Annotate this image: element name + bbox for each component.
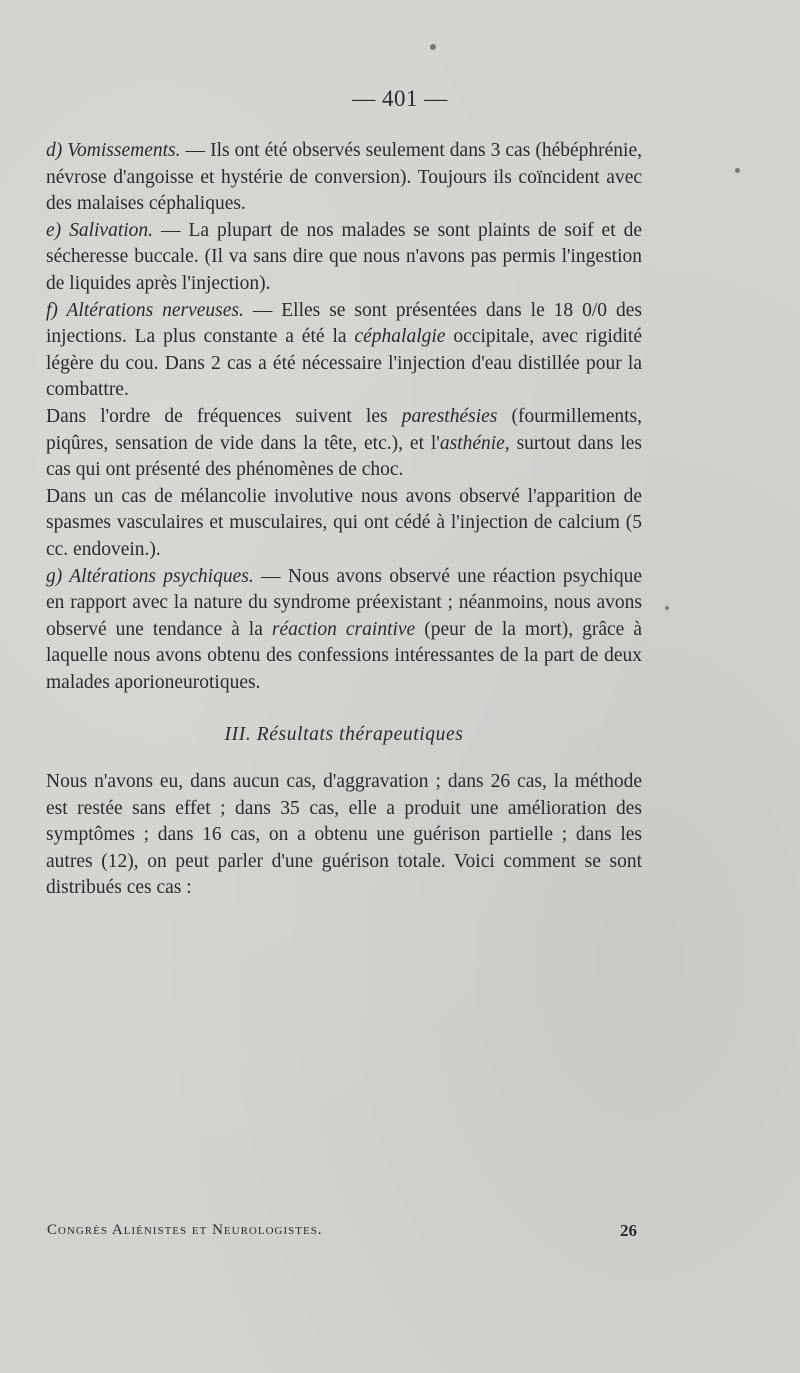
emphasis-reaction-craintive: réaction craintive [271,618,416,640]
paragraph-vomissements [46,138,642,218]
paragraph-text: surtout dans les cas qui ont présenté des phénomènes de choc. [46,432,642,481]
item-label-salivation: e) Salivation. [46,219,154,241]
footer-sheet-number: 26 [620,1221,637,1240]
paragraph-text: — Elles se sont présentées dans le 18 0/0 des injections. La plus constante a été la [46,299,642,348]
scan-speck [665,606,669,610]
paragraph-paresthesies [46,404,642,484]
section-heading: III. Résultats thérapeutiques [224,724,464,746]
paragraph-text: (peur de la mort), grâce à laquelle nous avons obtenu des confessions intéressantes de la part de deux malades aporioneurotiques. [46,618,642,693]
paragraph-text: Dans un cas de mélancolie involutive nous avons observé l'apparition de spasmes vasculaires et musculaires, qui ont cédé à l'injection de calcium (5 cc. endovein.). [46,485,642,560]
emphasis-cephalalgie: céphalalgie [354,326,446,348]
paragraph-alterations-psychiques [46,564,642,697]
paragraph-text: — Nous avons observé une réaction psychique en rapport avec la nature du syndrome préexistant ; néanmoins, nous avons observé une tendance à la [46,565,642,640]
item-label-vomissements: d) Vomissements. [46,140,181,161]
item-label-alterations-psychiques: g) Altérations psychiques. [46,565,254,587]
paragraph-text: — Ils ont été observés seulement dans 3 cas (hébéphrénie, névrose d'angoisse et hystérie de conversion). Toujours ils coïncident avec des malaises céphaliques. [46,140,642,215]
page-number: — 401 — [352,86,448,111]
paragraph-resultats [46,769,642,902]
emphasis-paresthesies: paresthésies [401,405,498,427]
paragraph-text: — La plupart de nos malades se sont plaints de soif et de sécheresse buccale. (Il va sans dire que nous n'avons pas permis l'ingestion de liquides après l'injection). [46,219,642,294]
paragraph-text: Nous n'avons eu, dans aucun cas, d'aggravation ; dans 26 cas, la méthode est restée sans effet ; dans 35 cas, elle a produit une amélioration des symptômes ; dans 16 cas, on a obtenu une guérison partielle ; dans les autres (12), on peut parler d'une guérison totale. Voici comment se sont distribués ces cas : [46,771,642,899]
paragraph-text: (fourmillements, piqûres, sensation de vide dans la tête, etc.), et l' [46,405,642,454]
paragraph-text: occipitale, avec rigidité légère du cou. Dans 2 cas a été nécessaire l'injection d'eau distillée pour la combattre. [46,326,642,401]
scan-speck [430,44,436,50]
footer-signature: Congrès Aliénistes et Neurologistes. [47,1222,323,1238]
item-label-alterations-nerveuses: f) Altérations nerveuses. [46,299,244,321]
paragraph-alterations-nerveuses [46,298,642,404]
paragraph-salivation [46,218,642,298]
scan-speck [735,168,740,173]
emphasis-asthenie: asthénie, [439,432,510,454]
paragraph-text: Dans l'ordre de fréquences suivent les [46,405,402,427]
paragraph-melancolie [46,484,642,564]
body-text [46,138,642,902]
